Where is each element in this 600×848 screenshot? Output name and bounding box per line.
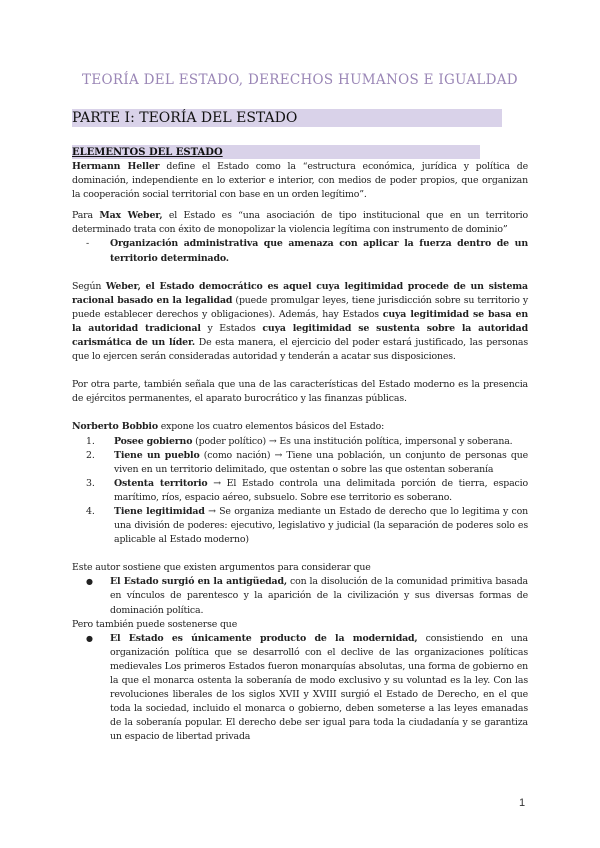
section-heading: ELEMENTOS DEL ESTADO: [72, 145, 480, 159]
text-run: expone los cuatro elementos básicos del Estado:: [157, 421, 385, 433]
bold-text-run: Tiene legitimidad: [114, 505, 205, 517]
numbered-item: [72, 449, 528, 477]
democratic-state-paragraph: [72, 280, 528, 365]
list-item-text: [110, 632, 528, 745]
document-title: TEORÍA DEL ESTADO, DERECHOS HUMANOS E IGUALDAD: [82, 72, 518, 88]
bold-text-run: cuya legitimidad se sustenta sobre la autoridad carismática de un líder.: [72, 322, 528, 349]
text-run: (poder político) → Es una institución política, impersonal y soberana.: [192, 435, 513, 447]
text-run: → Se organiza mediante un Estado de derecho que lo legitima y con una división de poderes: ejecutivo, legislativo y judicial (la separación de poderes solo es aplicable al Estado moderno): [114, 505, 528, 546]
text-run: con la disolución de la comunidad primitiva basada en vínculos de parentesco y la aparición de la civilización y sus diversas formas de dominación política.: [110, 576, 528, 616]
numbered-item: [72, 505, 528, 547]
list-item: [72, 237, 528, 265]
bold-text-run: Posee gobierno: [114, 435, 193, 447]
bullet-item: [72, 632, 528, 745]
bold-text-run: cuya legitimidad se basa en la autoridad tradicional: [72, 308, 528, 334]
bullet-marker: ●: [86, 633, 93, 643]
list-number: 4.: [86, 505, 95, 517]
heller-paragraph: [72, 160, 528, 202]
text-run: (puede promulgar leyes, tiene jurisdicción sobre su territorio y puede establecer derechos y obligaciones). Además, hay Estados: [72, 294, 528, 320]
bullet-item: [72, 575, 528, 617]
weber-paragraph: [72, 209, 528, 237]
list-item-text: [114, 435, 528, 449]
bold-text-run: Max Weber,: [99, 210, 163, 222]
text-run: define el Estado como la “estructura económica, jurídica y política de dominación, independiente en lo exterior e interior, con medios de poder propios, que organizan la cooperación social territorial con base en un orden legítimo”.: [72, 161, 528, 201]
list-item-text: [110, 575, 528, 617]
bold-text-run: El Estado surgió en la antigüedad,: [110, 576, 287, 588]
text-run: el Estado es “una asociación de tipo institucional que en un territorio determinado trata con éxito de monopolizar la violencia legítima con instrumento de dominio”: [72, 210, 528, 236]
list-number: 3.: [86, 477, 95, 489]
text-run: Pero también puede sostenerse que: [72, 618, 238, 630]
list-number: 1.: [86, 435, 95, 447]
bold-text-run: Tiene un pueblo: [114, 449, 200, 461]
list-item-text: [114, 505, 528, 547]
text-run: consistiendo en una organización política que se desarrolló con el declive de las organizaciones políticas medievales Los primeros Estados fueron monarquías absolutas, una forma de gobierno en la que el monarca ostenta la soberanía de modo exclusivo y su voluntad es la ley. Con las revoluciones liberales de los siglos XVII y XVIII surgió el Estado de Derecho, en el que toda la sociedad, incluido el monarca o gobierno, deben someterse a las leyes emanadas de la soberanía popular. El derecho debe ser igual para toda la ciudadanía y se garantiza un espacio de libertad privada: [110, 632, 528, 743]
numbered-item: [72, 435, 528, 449]
list-marker: -: [86, 238, 90, 250]
bold-text-run: El Estado es únicamente producto de la modernidad,: [110, 632, 418, 644]
text-run: De esta manera, el ejercicio del poder estará justificado, las personas que lo ejercen serán consideradas autoridad y tenderán a acatar sus disposiciones.: [72, 337, 528, 363]
arguments-paragraph: [72, 561, 528, 575]
part-heading: PARTE I: TEORÍA DEL ESTADO: [72, 109, 502, 127]
text-run: (como nación) → Tiene una población, un conjunto de personas que viven en un territorio delimitado, que ostentan o sobre las que ostentan soberanía: [114, 449, 528, 475]
document-body: [72, 160, 528, 744]
text-run: y Estados: [200, 322, 263, 334]
list-item-text: [110, 237, 528, 265]
list-item-text: [114, 449, 528, 477]
alternative-paragraph: [72, 618, 528, 632]
list-number: 2.: [86, 449, 95, 461]
text-run: Según: [72, 280, 106, 292]
bold-text-run: Organización administrativa que amenaza con aplicar la fuerza dentro de un territorio determinado.: [110, 238, 528, 264]
bold-text-run: Norberto Bobbio: [72, 421, 158, 433]
numbered-item: [72, 477, 528, 505]
page-number: 1: [519, 797, 526, 809]
text-run: Para: [72, 210, 100, 222]
bobbio-paragraph: [72, 420, 528, 434]
bold-text-run: Weber, el Estado democrático es aquel cuya legitimidad procede de un sistema racional basado en la legalidad: [72, 280, 528, 306]
text-run: Este autor sostiene que existen argumentos para considerar que: [72, 562, 371, 574]
bullet-marker: ●: [86, 577, 93, 587]
text-run: Por otra parte, también señala que una de las características del Estado moderno es la presencia de ejércitos permanentes, el aparato burocrático y las finanzas públicas.: [72, 379, 528, 405]
list-item-text: [114, 477, 528, 505]
bold-text-run: Hermann Heller: [72, 161, 160, 172]
text-run: → El Estado controla una delimitada porción de tierra, espacio marítimo, ríos, espacio aéreo, subsuelo. Sobre ese territorio es soberano.: [114, 477, 528, 503]
modern-state-paragraph: [72, 378, 528, 406]
bold-text-run: Ostenta territorio: [114, 477, 208, 489]
